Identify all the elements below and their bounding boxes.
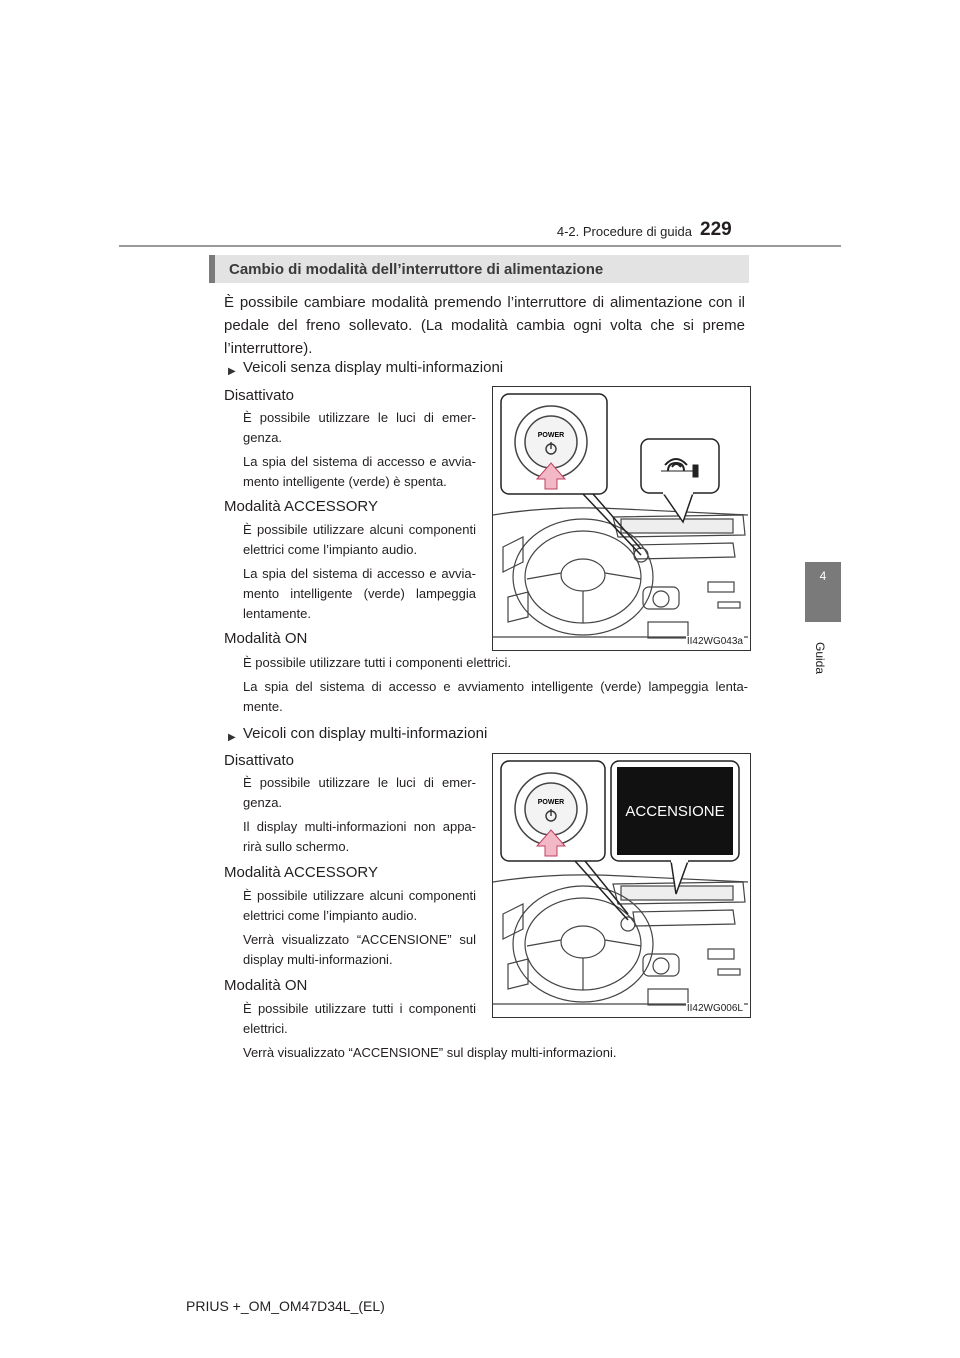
group2-mode-acc: Modalità ACCESSORY [224,864,378,881]
chapter-label-container [813,642,833,682]
dashboard-illustration-mid [493,754,750,1017]
section-title-bar [209,255,749,283]
figure-power-switch-no-mid [492,386,751,651]
dashboard-illustration [493,387,750,650]
group2-heading: ▶ Veicoli con display multi-informazioni [243,722,643,745]
group2-mode-on: Modalità ON [224,977,308,994]
group1-heading: ▶ Veicoli senza display multi-informazioni [243,356,643,379]
group1-on-text1: È possibile utilizzare tutti i componenti elettrici. [243,655,512,670]
group2-acc-text2: Verrà visualizzato “ACCENSIONE” sul display multi-informazioni. [243,932,476,967]
page-number: 229 [700,219,732,240]
group2-mode-off: Disattivato [224,752,295,769]
figure-power-switch-with-mid [492,753,751,1018]
group1-mode-on: Modalità ON [224,630,308,647]
group1-off-text1: È possibile utilizzare le luci di emer-genza. [243,410,476,445]
figure-code-2: II42WG006L [686,1003,743,1014]
group1-mode-acc: Modalità ACCESSORY [224,498,378,515]
group1-mode-off: Disattivato [224,387,295,404]
group2-on-text2: Verrà visualizzato “ACCENSIONE” sul display multi-informazioni. [243,1045,617,1060]
header-section-title: 4-2. Procedure di guida [556,224,692,239]
section-title: Cambio di modalità dell’interruttore di alimentazione [229,261,604,278]
power-button-label-2: POWER [537,799,565,806]
group2-off-text1: È possibile utilizzare le luci di emer-genza. [243,775,476,810]
group1-acc-text2: La spia del sistema di accesso e avvia-mento intelligente (verde) lampeggia lentamente. [243,566,476,621]
header-divider [119,245,841,247]
group2-on-text1: È possibile utilizzare tutti i componenti elettrici. [243,1001,476,1036]
power-button-label: POWER [537,432,565,439]
mid-display-text: ACCENSIONE [625,803,725,820]
group1-on-text2: La spia del sistema di accesso e avviamento intelligente (verde) lampeggia lenta-mente. [243,679,748,714]
chapter-number: 4 [819,569,827,583]
figure-code: II42WG043a [686,636,743,647]
group2-acc-text1: È possibile utilizzare alcuni componenti elettrici come l’impianto audio. [243,888,476,923]
chapter-label: Guida [813,642,827,675]
group1-acc-text1: È possibile utilizzare alcuni componenti elettrici come l’impianto audio. [243,522,476,557]
intro-paragraph: È possibile cambiare modalità premendo l’interruttore di alimentazione con il pedale del freno sollevato. (La modalità cambia ogni volta che si preme l’interruttore). [224,294,745,357]
group1-off-text2: La spia del sistema di accesso e avvia-mento intelligente (verde) è spenta. [243,454,476,489]
footer-document-code: PRIUS +_OM_OM47D34L_(EL) [186,1298,385,1314]
group2-off-text2: Il display multi-informazioni non appa-rirà sullo schermo. [243,819,476,854]
chapter-tab [805,562,841,622]
